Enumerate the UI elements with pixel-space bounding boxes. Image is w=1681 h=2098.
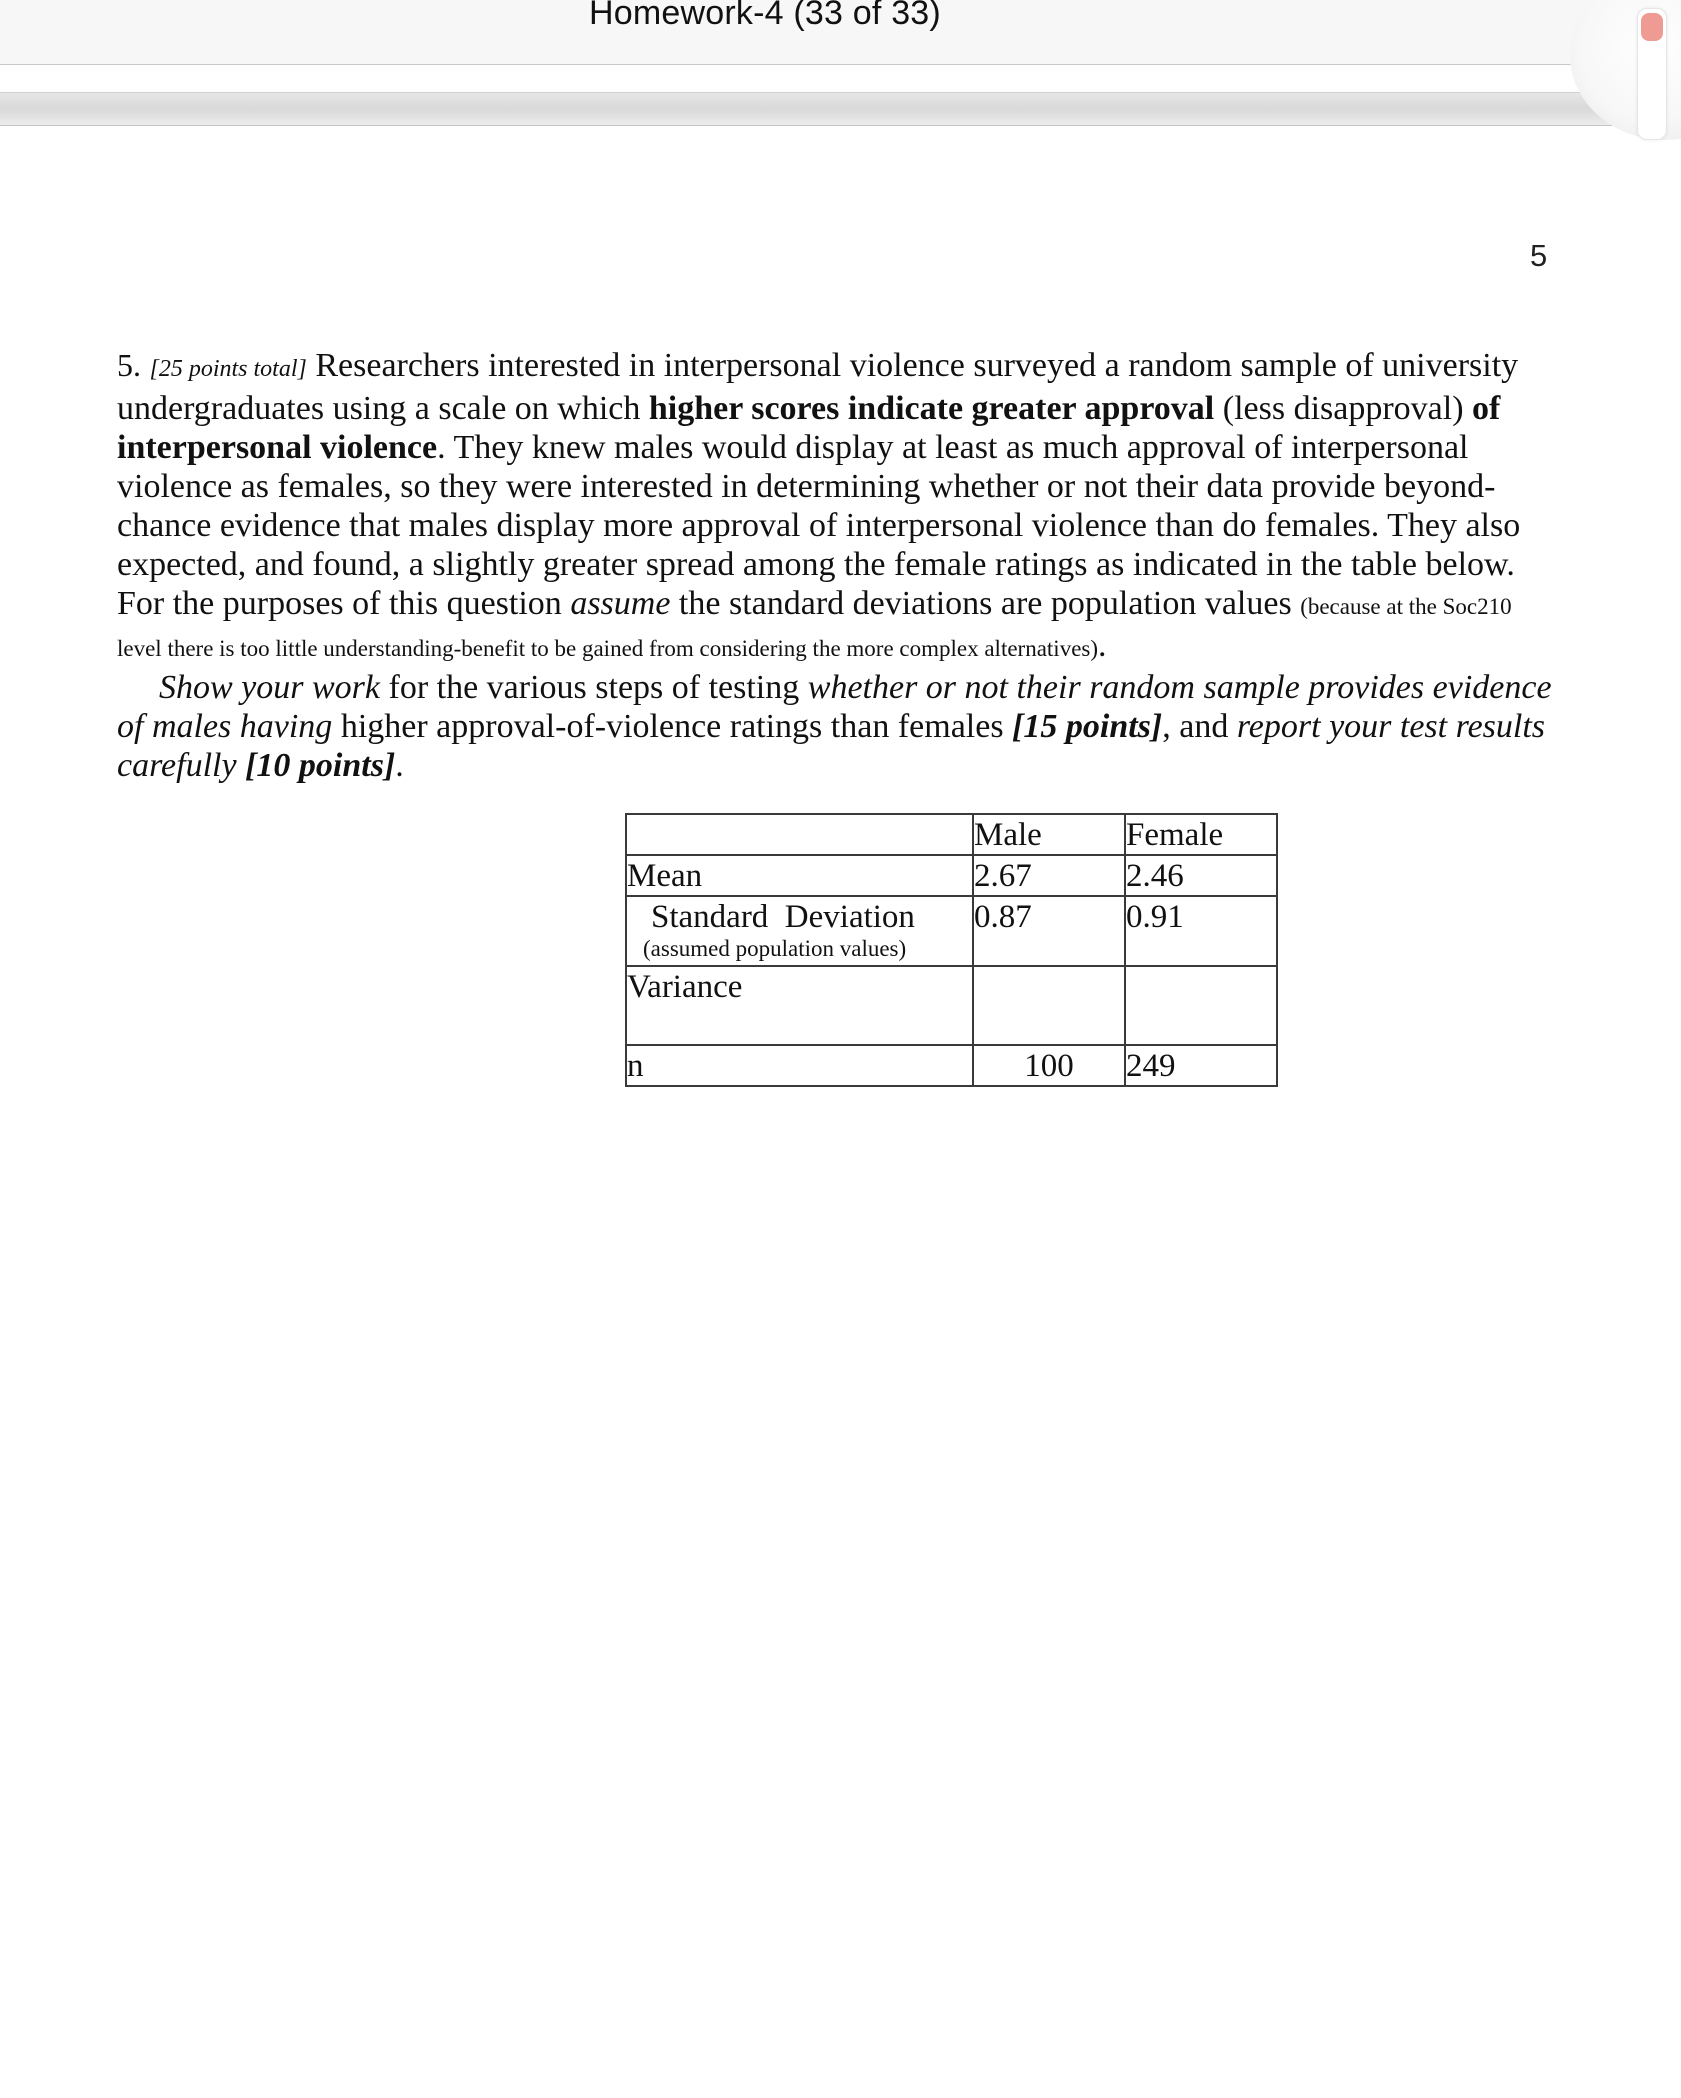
variance-male — [974, 967, 1124, 969]
header-male — [973, 814, 1125, 855]
variance-female — [1126, 967, 1276, 969]
sd-label: Standard Deviation — [651, 899, 915, 935]
table-row-sd — [626, 896, 1277, 966]
stats-table — [625, 813, 1278, 1087]
points-10: [10 points] — [245, 747, 396, 784]
sd-note: (assumed population values) — [643, 936, 907, 961]
sd-female-cell — [1125, 896, 1277, 966]
question-text: (less disapproval) — [1214, 390, 1473, 427]
n-male-cell — [973, 1045, 1125, 1086]
viewer-header — [0, 0, 1681, 65]
question-italic: Show your work — [159, 669, 380, 706]
question-5 — [117, 346, 1557, 785]
question-text: . — [1098, 627, 1107, 664]
header-female — [1125, 814, 1277, 855]
question-text: Researchers interested in interpersonal violence surveyed a random sample of university undergraduates using a scale on which — [117, 347, 1519, 427]
question-text: higher approval-of-violence ratings than females — [332, 708, 1013, 745]
variance-label-cell — [626, 966, 973, 1045]
question-paragraph-2 — [117, 668, 1557, 785]
variance-female-cell — [1125, 966, 1277, 1045]
mean-female: 2.46 — [1126, 858, 1184, 894]
header-female-label: Female — [1126, 817, 1224, 853]
table-row-header — [626, 814, 1277, 855]
page-number: 5 — [1530, 238, 1548, 273]
question-text: . — [395, 747, 404, 784]
points-15: [15 points] — [1012, 708, 1163, 745]
n-label: n — [627, 1048, 644, 1084]
question-text: , and — [1162, 708, 1237, 745]
question-text: for the various steps of testing — [380, 669, 808, 706]
table-row-n — [626, 1045, 1277, 1086]
sd-male-cell — [973, 896, 1125, 966]
scrollbar[interactable] — [1637, 8, 1667, 140]
scrollbar-thumb[interactable] — [1641, 13, 1663, 41]
question-italic: whether or not their random sample provides evidence of males having — [117, 669, 1552, 745]
variance-label: Variance — [627, 969, 743, 1005]
question-italic: assume — [570, 585, 671, 622]
n-label-cell — [626, 1045, 973, 1086]
sd-label-cell — [626, 896, 973, 966]
header-male-label: Male — [974, 817, 1042, 853]
table-row-variance — [626, 966, 1277, 1045]
table-cell-empty — [626, 814, 973, 855]
question-paragraph-1 — [117, 346, 1557, 668]
n-female-cell — [1125, 1045, 1277, 1086]
points-total: [25 points total] — [149, 356, 307, 382]
table-row-mean — [626, 855, 1277, 896]
question-text — [237, 747, 246, 784]
mean-male: 2.67 — [974, 858, 1032, 894]
question-italic: report your test results carefully — [117, 708, 1546, 784]
mean-label: Mean — [627, 858, 703, 894]
question-emphasis: of interpersonal violence — [117, 390, 1501, 466]
mean-label-cell — [626, 855, 973, 896]
mean-male-cell — [973, 855, 1125, 896]
n-female: 249 — [1126, 1048, 1176, 1084]
question-text: the standard deviations are population values — [670, 585, 1301, 622]
n-male: 100 — [1024, 1048, 1074, 1084]
question-text: . They knew males would display at least as much approval of interpersonal violence as females, so they were interested in determining whether or not their data provide beyond-chance evidence that males display more approval of interpersonal violence than do females. They also expected, and found, a slightly greater spread among the female ratings as indicated in the table below. For the purposes of this question — [117, 429, 1521, 622]
sd-female: 0.91 — [1126, 899, 1184, 935]
variance-male-cell — [973, 966, 1125, 1045]
question-number: 5. — [117, 347, 141, 383]
mean-female-cell — [1125, 855, 1277, 896]
viewer-toolbar-strip — [0, 92, 1681, 126]
document-title: Homework-4 (33 of 33) — [589, 0, 941, 32]
question-note: (because at the Soc210 level there is too little understanding-benefit to be gained from considering the more complex alternatives) — [117, 594, 1512, 661]
question-emphasis: higher scores indicate greater approval — [648, 390, 1215, 427]
sd-male: 0.87 — [974, 899, 1032, 935]
